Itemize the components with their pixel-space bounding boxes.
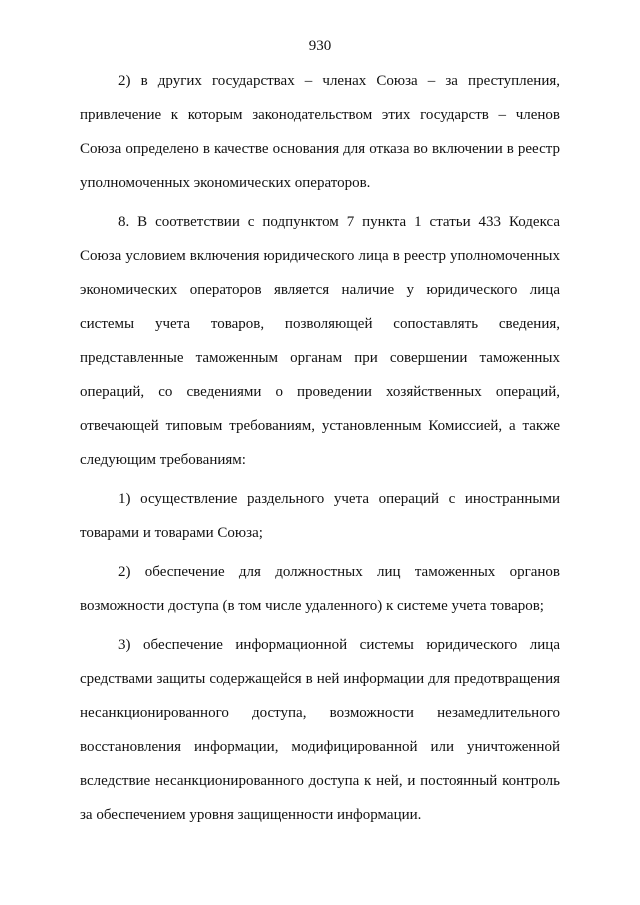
paragraph-requirement-3: 3) обеспечение информационной системы юридического лица средствами защиты содержащейся в ней информации для предотвращения несанкционированного доступа, возможности незамедлительного восстановления информации, модифицированной или уничтоженной вследствие несанкционированного доступа к ней, и постоянный контроль за обеспечением уровня защищенности информации. [80, 637, 560, 823]
document-body [80, 64, 560, 837]
paragraph-clause-2-other-states: 2) в других государствах – членах Союза – за преступления, привлечение к которым законодательством этих государств – членов Союза определено в качестве основания для отказа во включении в реестр уполномоченных экономических операторов. [80, 73, 560, 191]
paragraph-requirement-2: 2) обеспечение для должностных лиц таможенных органов возможности доступа (в том числе удаленного) к системе учета товаров; [80, 564, 560, 614]
paragraph-requirement-1: 1) осуществление раздельного учета операций с иностранными товарами и товарами Союза; [80, 491, 560, 541]
paragraph-section-8: 8. В соответствии с подпунктом 7 пункта 1 статьи 433 Кодекса Союза условием включения юридического лица в реестр уполномоченных экономических операторов является наличие у юридического лица системы учета товаров, позволяющей сопоставлять сведения, представленные таможенным органам при совершении таможенных операций, со сведениями о проведении хозяйственных операций, отвечающей типовым требованиям, установленным Комиссией, а также следующим требованиям: [80, 214, 560, 468]
page-number: 930 [308, 38, 332, 54]
